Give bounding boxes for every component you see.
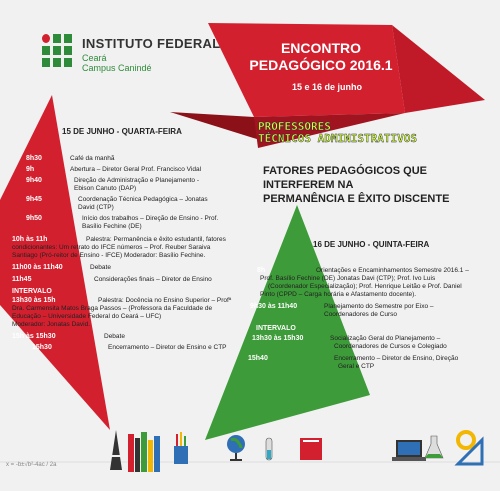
- logo-grid: [42, 34, 72, 68]
- logo-cell: [42, 58, 50, 67]
- day1-time: 13h30 às 15h: [12, 297, 56, 304]
- logo-cell: [53, 58, 61, 67]
- day1-item: Encerramento – Diretor de Ensino e CTP: [108, 344, 227, 351]
- day1-item: Moderador: Jonatas David.: [12, 321, 91, 328]
- day1-item: Dra. Carmensita Matos Braga Passos – (Professora da Faculdade de: [12, 305, 213, 312]
- theme: [263, 164, 488, 206]
- day1-interval: INTERVALO: [12, 288, 52, 295]
- day2-item: Coordenadores de Curso: [324, 311, 397, 318]
- day2-heading: 16 DE JUNHO - QUINTA-FEIRA: [313, 240, 430, 249]
- day2-item: Encerramento – Diretor de Ensino, Direção: [334, 355, 459, 362]
- day1-item: Ebison Canuto (DAP): [74, 185, 137, 192]
- day2-time: 15h40: [248, 355, 268, 362]
- day2-item: Orientações e Encaminhamentos Semestre 2016.1 –: [316, 267, 469, 274]
- institution-name: INSTITUTO FEDERAL: [82, 36, 221, 51]
- test-tube-icon: [266, 438, 272, 460]
- day1-item: Santiago (Pró-reitor de Ensino - IFCE) Moderador: Basílio Fechine.: [12, 252, 206, 259]
- audience-line1: PROFESSORES: [258, 120, 331, 133]
- day1-item: Coordenação Técnica Pedagógica – Jonatas: [78, 196, 208, 203]
- logo-cell: [53, 34, 61, 43]
- icon-strip: [0, 420, 500, 491]
- day1-item: Debate: [104, 333, 125, 340]
- event-title-line2: PEDAGÓGICO 2016.1: [249, 57, 393, 73]
- institution-campus: Campus Canindé: [82, 63, 152, 73]
- day1-item: Início dos trabalhos – Direção de Ensino - Prof.: [82, 215, 219, 222]
- day1-time: 10h às 11h: [12, 236, 48, 243]
- laptop-icon: [392, 440, 426, 461]
- day1-item: Palestra: Docência no Ensino Superior – Profª: [98, 297, 232, 304]
- logo-cell: [42, 34, 50, 43]
- day2-time: 8h: [257, 267, 266, 274]
- day1-item: Direção de Administração e Planejamento -: [74, 177, 200, 184]
- day1-time: 15h às 15h30: [12, 333, 56, 340]
- pencil-cup-icon: [174, 432, 188, 464]
- institution-state: Ceará: [82, 53, 107, 63]
- day2-item: Prof. Basílio Fechine (DE) Jonatas Davi (CTP); Prof. Ivo Luis: [260, 275, 436, 282]
- day1-item: Basílio Fechine (DE): [82, 223, 142, 230]
- audience: [258, 121, 417, 145]
- day1-item: Educação – Universidade Federal do Ceará – UFC): [12, 313, 162, 320]
- flask-icon: [425, 436, 443, 458]
- day1-item: Debate: [90, 264, 111, 271]
- day2-item: Geral e CTP: [338, 363, 375, 370]
- day2-time: 13h30 às 15h30: [252, 335, 304, 342]
- books-icon: [128, 432, 160, 472]
- logo-cell: [53, 46, 61, 55]
- day1-item: Abertura – Diretor Geral Prof. Francisco Vidal: [70, 166, 202, 173]
- geometry-icon: [458, 432, 482, 464]
- day2-item: Planejamento do Semestre por Eixo –: [324, 303, 434, 310]
- day1-item: David (CTP): [78, 204, 114, 211]
- logo-cell: [64, 46, 72, 55]
- logo-cell: [64, 34, 72, 43]
- audience-line2: TÉCNICOS ADMINISTRATIVOS: [258, 132, 417, 145]
- day2-interval: INTERVALO: [256, 325, 296, 332]
- day1-item: Café da manhã: [70, 155, 115, 162]
- day2-item: (Coordenador Especialização); Prof. Henrique Leitão e Prof. Daniel: [268, 283, 462, 290]
- day1-time: 9h40: [26, 177, 42, 184]
- theme-line2: PERMANÊNCIA E ÊXITO DISCENTE: [263, 193, 450, 205]
- day2-time: 9h30 às 11h40: [250, 303, 298, 310]
- logo-cell: [64, 58, 72, 67]
- day1-time: 11h00 às 11h40: [12, 264, 63, 271]
- red-triangle: [0, 95, 110, 430]
- day1-time: 11h45: [12, 276, 32, 283]
- theme-line1: FATORES PEDAGÓGICOS QUE INTERFEREM NA: [263, 165, 428, 191]
- logo-cell: [42, 46, 50, 55]
- eiffel-tower-icon: [110, 430, 122, 470]
- banner-wing: [392, 25, 485, 113]
- day2-item: Coordenadores de Cursos e Colegiado: [334, 343, 447, 350]
- banner-fold: [170, 112, 260, 140]
- day1-item: condicionantes: Um retrato do IFCE números – Prof. Reuber Saraiva: [12, 244, 211, 251]
- book-icon: [300, 438, 322, 460]
- day1-time: 9h: [26, 166, 35, 173]
- event-dates: 15 e 16 de junho: [291, 82, 363, 92]
- day1-time: 9h45: [26, 196, 42, 203]
- day1-time: 15h30: [32, 344, 52, 351]
- day1-item: Palestra: Permanência e êxito estudantil, fatores: [86, 236, 226, 243]
- event-title: [246, 40, 396, 74]
- day1-time: 8h30: [26, 155, 42, 162]
- institution-sub: [82, 53, 152, 73]
- globe-icon: [227, 435, 245, 461]
- event-title-line1: ENCONTRO: [280, 40, 362, 56]
- day1-time: 9h50: [26, 215, 42, 222]
- day2-item: Pinto (CPPD – Carga horária e Afastamento docente).: [260, 291, 417, 298]
- formula-icon: x = -b±√b²-4ac / 2a: [6, 462, 57, 468]
- day1-heading: 15 DE JUNHO - QUARTA-FEIRA: [62, 127, 182, 136]
- day2-item: Socialização Geral do Planejamento –: [330, 335, 441, 342]
- day1-item: Considerações finais – Diretor de Ensino: [94, 276, 212, 283]
